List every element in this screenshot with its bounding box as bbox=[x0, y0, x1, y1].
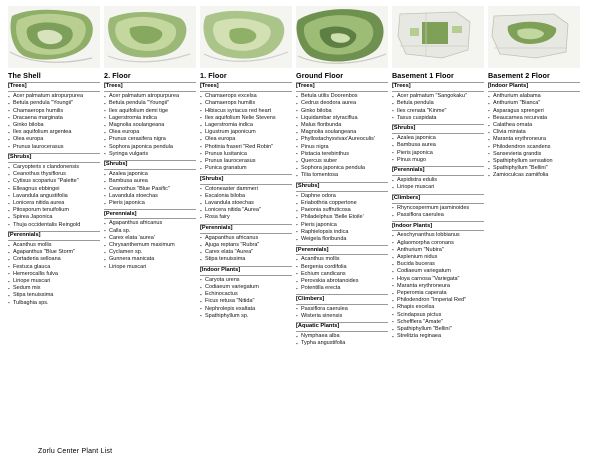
list-item: ▪ Rhapis excelsa bbox=[392, 304, 484, 311]
plant-list bbox=[200, 235, 292, 264]
columns-container bbox=[8, 6, 596, 350]
plant-list bbox=[200, 186, 292, 222]
list-item: ▪ Peperomia caperata bbox=[392, 290, 484, 297]
plant-list bbox=[200, 277, 292, 320]
group-heading: [Indoor Plants] bbox=[392, 221, 484, 231]
list-item: ▪ Taxus cuspidata bbox=[392, 115, 484, 122]
plant-list bbox=[8, 164, 100, 229]
list-item: ▪ Elleagnus ebbingei bbox=[8, 186, 100, 193]
list-item: ▪ Codiaeum variegatum bbox=[392, 268, 484, 275]
list-item: ▪ Magnolia soulangeana bbox=[296, 129, 388, 136]
plant-group bbox=[392, 194, 484, 220]
plant-list bbox=[392, 135, 484, 164]
list-item: ▪ Olea europa bbox=[200, 136, 292, 143]
list-item: ▪ Betula utilis Doorenbos bbox=[296, 93, 388, 100]
plant-list bbox=[392, 205, 484, 219]
list-item: ▪ Lavandula stoechas bbox=[200, 200, 292, 207]
list-item: ▪ Ajuga reptans "Rubra" bbox=[200, 242, 292, 249]
group-heading: [Trees] bbox=[296, 82, 388, 92]
list-item: ▪ Olea europa bbox=[104, 129, 196, 136]
plant-group bbox=[392, 82, 484, 122]
list-item: ▪ Magnolia soulangeana bbox=[104, 122, 196, 129]
list-item: ▪ Codiaeum variegatum bbox=[200, 284, 292, 291]
list-item: ▪ Anthurium "Bianca" bbox=[488, 100, 580, 107]
floor-column-basement-2 bbox=[488, 6, 580, 182]
list-item: ▪ Clivia miniata bbox=[488, 129, 580, 136]
list-item: ▪ Cyclamen sp. bbox=[104, 249, 196, 256]
plant-list bbox=[296, 333, 388, 347]
list-item: ▪ Cytisus scoparius "Palette" bbox=[8, 178, 100, 185]
group-heading: [Shrubs] bbox=[200, 174, 292, 184]
plant-list bbox=[392, 232, 484, 340]
plant-list bbox=[392, 177, 484, 191]
list-item: ▪ Thuja occidentalis Reingold bbox=[8, 222, 100, 229]
list-item: ▪ Acer palmatum atropurpurea bbox=[8, 93, 100, 100]
list-item: ▪ Strelitzia reginaea bbox=[392, 333, 484, 340]
list-item: ▪ Bucida buceras bbox=[392, 261, 484, 268]
list-item: ▪ Nymphaea alba bbox=[296, 333, 388, 340]
list-item: ▪ Daphne odora bbox=[296, 193, 388, 200]
column-title: 1. Floor bbox=[200, 71, 227, 80]
list-item: ▪ Ilex aquifolium demi tige bbox=[104, 108, 196, 115]
list-item: ▪ Betula pendula "Youngii" bbox=[8, 100, 100, 107]
list-item: ▪ Asparagus sprengeri bbox=[488, 108, 580, 115]
list-item: ▪ Stipa tenuissima bbox=[200, 256, 292, 263]
list-item: ▪ Aspidistra edulis bbox=[392, 177, 484, 184]
list-item: ▪ Ligustrum japonicum bbox=[200, 129, 292, 136]
group-heading: [Shrubs] bbox=[8, 153, 100, 163]
list-item: ▪ Phyllostachysvivax'Aureoculis' bbox=[296, 136, 388, 143]
list-item: ▪ Echinocactus bbox=[200, 291, 292, 298]
plant-list bbox=[488, 93, 580, 179]
list-item: ▪ Bambusa aurea bbox=[104, 178, 196, 185]
list-item: ▪ Raphielopsis indica bbox=[296, 229, 388, 236]
list-item: ▪ Nephrolepis exaltata bbox=[200, 306, 292, 313]
list-item: ▪ Acer palmatum "Sangokaku" bbox=[392, 93, 484, 100]
plant-group bbox=[104, 82, 196, 158]
list-item: ▪ Ficus retusa "Nitida" bbox=[200, 298, 292, 305]
group-heading: [Climbers] bbox=[392, 194, 484, 204]
plant-group bbox=[8, 153, 100, 229]
list-item: ▪ Punica granatum bbox=[200, 165, 292, 172]
column-title: 2. Floor bbox=[104, 71, 131, 80]
plant-group bbox=[296, 182, 388, 244]
list-item: ▪ Typha angustifolia bbox=[296, 340, 388, 347]
list-item: ▪ Lavandula angustifolia bbox=[8, 193, 100, 200]
plant-group bbox=[392, 221, 484, 340]
plant-group bbox=[296, 82, 388, 180]
column-title: Basement 2 Floor bbox=[488, 71, 550, 80]
list-item: ▪ Agapanthus africanus bbox=[104, 220, 196, 227]
list-item: ▪ Agapanthus africanus bbox=[200, 235, 292, 242]
list-item: ▪ Sophora japonica pendula bbox=[104, 144, 196, 151]
list-item: ▪ Calathea ornata bbox=[488, 122, 580, 129]
group-heading: [Trees] bbox=[392, 82, 484, 92]
list-item: ▪ Anthurium "Nubira" bbox=[392, 247, 484, 254]
plant-group bbox=[104, 160, 196, 207]
list-item: ▪ Hemerocallis fulva bbox=[8, 271, 100, 278]
plant-group bbox=[200, 82, 292, 172]
plant-list bbox=[296, 93, 388, 179]
floor-column-2nd-floor bbox=[104, 6, 196, 273]
list-item: ▪ Sansevieria grandis bbox=[488, 151, 580, 158]
list-item: ▪ Betula pendula "Youngii" bbox=[104, 100, 196, 107]
column-title: Basement 1 Floor bbox=[392, 71, 454, 80]
list-item: ▪ Carex elata "Aurea" bbox=[200, 249, 292, 256]
list-item: ▪ Caryopteris x clandonensis bbox=[8, 164, 100, 171]
floor-plan-thumbnail[interactable] bbox=[104, 6, 196, 68]
floor-plan-thumbnail[interactable] bbox=[392, 6, 484, 68]
list-item: ▪ Zamioculcas zamiifolia bbox=[488, 172, 580, 179]
list-item: ▪ Agapanthus "Blue Storm" bbox=[8, 249, 100, 256]
list-item: ▪ Maranta erythroneura bbox=[488, 136, 580, 143]
list-item: ▪ Dracaena marginata bbox=[8, 115, 100, 122]
list-item: ▪ Bergenia cordifolia bbox=[296, 264, 388, 271]
list-item: ▪ Philodendron "Imperial Red" bbox=[392, 297, 484, 304]
list-item: ▪ Wisteria sinensis bbox=[296, 313, 388, 320]
group-heading: [Climbers] bbox=[296, 294, 388, 304]
list-item: ▪ Echium candicans bbox=[296, 271, 388, 278]
list-item: ▪ Philodendron scandens bbox=[488, 144, 580, 151]
list-item: ▪ Spathiphyllum "Bellini" bbox=[392, 326, 484, 333]
list-item: ▪ Ginko biloba bbox=[296, 108, 388, 115]
plant-list bbox=[296, 193, 388, 243]
plant-group bbox=[200, 174, 292, 221]
list-item: ▪ Carex elata 'aurea' bbox=[104, 235, 196, 242]
group-heading: [Trees] bbox=[200, 82, 292, 92]
floor-column-the-shell bbox=[8, 6, 100, 309]
plant-list bbox=[392, 93, 484, 122]
plant-group bbox=[392, 166, 484, 192]
plant-list bbox=[200, 93, 292, 172]
list-item: ▪ Azalea japonica bbox=[392, 135, 484, 142]
group-heading: [Indoor Plants] bbox=[488, 82, 580, 92]
list-item: ▪ Calla sp. bbox=[104, 228, 196, 235]
list-item: ▪ Philadelphus 'Belle Etoile' bbox=[296, 214, 388, 221]
group-heading: [Trees] bbox=[104, 82, 196, 92]
list-item: ▪ Schefflera "Amate" bbox=[392, 319, 484, 326]
list-item: ▪ Ilex aquifolium Nelie Stevens bbox=[200, 115, 292, 122]
list-item: ▪ Maranta erythroneura bbox=[392, 283, 484, 290]
list-item: ▪ Syringa vulgaris bbox=[104, 151, 196, 158]
group-heading: [Trees] bbox=[8, 82, 100, 92]
floor-column-ground-floor bbox=[296, 6, 388, 350]
list-item: ▪ Pinus mugo bbox=[392, 157, 484, 164]
list-item: ▪ Betula pendula bbox=[392, 100, 484, 107]
list-item: ▪ Azalea japonica bbox=[104, 171, 196, 178]
plant-group bbox=[200, 266, 292, 320]
list-item: ▪ Olea europa bbox=[8, 136, 100, 143]
plant-list bbox=[104, 171, 196, 207]
plant-list bbox=[296, 256, 388, 292]
list-item: ▪ Tilia tomentosa bbox=[296, 172, 388, 179]
group-heading: [Perennials] bbox=[296, 245, 388, 255]
plant-group bbox=[296, 322, 388, 348]
list-item: ▪ Liriope muscari bbox=[392, 184, 484, 191]
group-heading: [Shrubs] bbox=[392, 124, 484, 134]
list-item: ▪ Pieris japonica bbox=[296, 222, 388, 229]
list-item: ▪ Ginko biloba bbox=[8, 122, 100, 129]
list-item: ▪ Lonicera nitida aurea bbox=[8, 200, 100, 207]
list-item: ▪ Festuca glauca bbox=[8, 264, 100, 271]
list-item: ▪ Escalonia biloba bbox=[200, 193, 292, 200]
list-item: ▪ Liriope muscari bbox=[8, 278, 100, 285]
list-item: ▪ Cedrus deodora aurea bbox=[296, 100, 388, 107]
list-item: ▪ Ilex aquifolium argentea bbox=[8, 129, 100, 136]
list-item: ▪ Acer palmatum atropurpurea bbox=[104, 93, 196, 100]
floor-plan-thumbnail[interactable] bbox=[200, 6, 292, 68]
list-item: ▪ Liquidambar styraciflua bbox=[296, 115, 388, 122]
list-item: ▪ Asplenium nidus bbox=[392, 254, 484, 261]
list-item: ▪ Stipa tenuissima bbox=[8, 292, 100, 299]
list-item: ▪ Lonicera nitida "Aurea" bbox=[200, 207, 292, 214]
group-heading: [Perennials] bbox=[200, 224, 292, 234]
plant-group bbox=[8, 82, 100, 151]
list-item: ▪ Spathiphyllum sp. bbox=[200, 313, 292, 320]
list-item: ▪ Liriope muscari bbox=[104, 264, 196, 271]
plant-list bbox=[296, 306, 388, 320]
list-item: ▪ Aeschynanthus lobbianus bbox=[392, 232, 484, 239]
plant-group bbox=[200, 224, 292, 264]
list-item: ▪ Lagerstromia indica bbox=[104, 115, 196, 122]
floor-plan-thumbnail[interactable] bbox=[8, 6, 100, 68]
group-heading: [Perennials] bbox=[104, 209, 196, 219]
list-item: ▪ Gunnera manicata bbox=[104, 256, 196, 263]
list-item: ▪ Pieris japonica bbox=[392, 150, 484, 157]
list-item: ▪ Scindapsus pictus bbox=[392, 312, 484, 319]
list-item: ▪ Lagerstromia indica bbox=[200, 122, 292, 129]
plant-group bbox=[104, 209, 196, 271]
list-item: ▪ Chrysanthemum maximum bbox=[104, 242, 196, 249]
document-footer-title: Zorlu Center Plant List bbox=[38, 448, 113, 455]
list-item: ▪ Pitosporum tenuifolium bbox=[8, 207, 100, 214]
list-item: ▪ Caryota urens bbox=[200, 277, 292, 284]
list-item: ▪ Chamaerops humilis bbox=[200, 100, 292, 107]
list-item: ▪ Passiflora caerulea bbox=[296, 306, 388, 313]
list-item: ▪ Acanthus mollis bbox=[296, 256, 388, 263]
list-item: ▪ Prunus cerasifera nigra bbox=[104, 136, 196, 143]
group-heading: [Indoor Plants] bbox=[200, 266, 292, 276]
list-item: ▪ Cotoneaster dammeri bbox=[200, 186, 292, 193]
column-title: Ground Floor bbox=[296, 71, 344, 80]
list-item: ▪ Spathiphyllum sensation bbox=[488, 158, 580, 165]
list-item: ▪ Ilex crenata "Kinme" bbox=[392, 108, 484, 115]
plant-list bbox=[8, 242, 100, 307]
list-item: ▪ Paeonia suffruticosa bbox=[296, 207, 388, 214]
list-item: ▪ Rosa fairy bbox=[200, 214, 292, 221]
list-item: ▪ Malus floribunda bbox=[296, 122, 388, 129]
floor-plan-thumbnail[interactable] bbox=[488, 6, 580, 68]
list-item: ▪ Sedum mix bbox=[8, 285, 100, 292]
list-item: ▪ Weigela floribunda bbox=[296, 236, 388, 243]
plant-group bbox=[8, 231, 100, 307]
list-item: ▪ Anthurium alabama bbox=[488, 93, 580, 100]
list-item: ▪ Chamaerops humilis bbox=[8, 108, 100, 115]
plant-group bbox=[296, 294, 388, 320]
list-item: ▪ Prunus laurocerasus bbox=[8, 144, 100, 151]
list-item: ▪ Lavandula stoechas bbox=[104, 193, 196, 200]
list-item: ▪ Rhyncospermum jasminoides bbox=[392, 205, 484, 212]
list-item: ▪ Chamaerops excelsa bbox=[200, 93, 292, 100]
group-heading: [Shrubs] bbox=[104, 160, 196, 170]
list-item: ▪ Eriabothria coppertone bbox=[296, 200, 388, 207]
list-item: ▪ Sophora japonica pendula bbox=[296, 165, 388, 172]
list-item: ▪ Pistacia terebinthus bbox=[296, 151, 388, 158]
list-item: ▪ Cortaderia selloana bbox=[8, 256, 100, 263]
column-title: The Shell bbox=[8, 71, 41, 80]
plant-list bbox=[104, 220, 196, 270]
list-item: ▪ Prunus lusitanica bbox=[200, 151, 292, 158]
group-heading: [Perennials] bbox=[8, 231, 100, 241]
floor-column-1st-floor bbox=[200, 6, 292, 322]
floor-column-basement-1 bbox=[392, 6, 484, 342]
list-item: ▪ Hibiscus syriacus red heart bbox=[200, 108, 292, 115]
plant-group bbox=[392, 124, 484, 164]
plant-group bbox=[488, 82, 580, 180]
list-item: ▪ Photinia fraseri "Red Robin" bbox=[200, 144, 292, 151]
list-item: ▪ Tulbaghia sps. bbox=[8, 300, 100, 307]
list-item: ▪ Pinus nigra bbox=[296, 144, 388, 151]
group-heading: [Shrubs] bbox=[296, 182, 388, 192]
list-item: ▪ Ceanothus thysiflorus bbox=[8, 171, 100, 178]
floor-plan-thumbnail[interactable] bbox=[296, 6, 388, 68]
list-item: ▪ Bambusa aurea bbox=[392, 142, 484, 149]
plant-list bbox=[8, 93, 100, 151]
list-item: ▪ Acanthus mollis bbox=[8, 242, 100, 249]
list-item: ▪ Ceanothus "Blue Pasific" bbox=[104, 186, 196, 193]
list-item: ▪ Passiflora caerulea bbox=[392, 212, 484, 219]
list-item: ▪ Pieris japonica bbox=[104, 200, 196, 207]
list-item: ▪ Hoya carnosa "Variegata" bbox=[392, 276, 484, 283]
list-item: ▪ Spathiphyllum "Bellini" bbox=[488, 165, 580, 172]
group-heading: [Perennials] bbox=[392, 166, 484, 176]
list-item: ▪ Perovskia abrotanoides bbox=[296, 278, 388, 285]
list-item: ▪ Aglaomorpha coronans bbox=[392, 240, 484, 247]
list-item: ▪ Prunus laurocerasus bbox=[200, 158, 292, 165]
list-item: ▪ Potentilla erecta bbox=[296, 285, 388, 292]
plant-list bbox=[104, 93, 196, 158]
group-heading: [Aquatic Plants] bbox=[296, 322, 388, 332]
plant-group bbox=[296, 245, 388, 292]
list-item: ▪ Beaucarnea recurvata bbox=[488, 115, 580, 122]
list-item: ▪ Quercus suber bbox=[296, 158, 388, 165]
list-item: ▪ Spirea Japonica bbox=[8, 214, 100, 221]
